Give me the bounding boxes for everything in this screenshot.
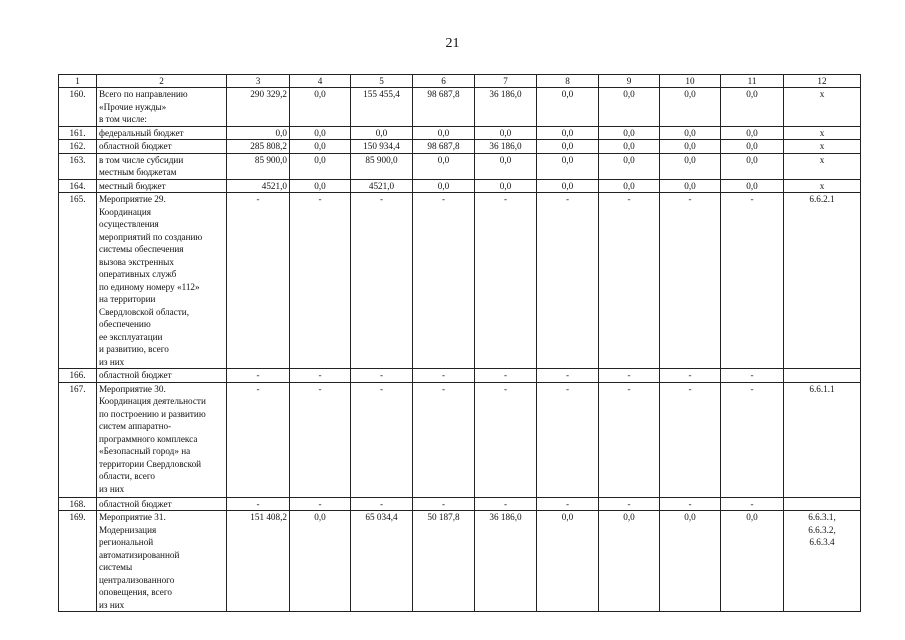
description-line: областной бюджет xyxy=(99,370,172,380)
value-cell-col10: 0,0 xyxy=(660,88,721,127)
value-cell-col4: 0,0 xyxy=(290,179,351,193)
value-cell-col6: 50 187,8 xyxy=(413,511,475,612)
column-header: 7 xyxy=(475,75,537,88)
value-cell-col3: 0,0 xyxy=(227,126,290,140)
value-cell-col8: 0,0 xyxy=(537,88,599,127)
value-cell-col7: - xyxy=(475,369,537,383)
description-line: оповещения, всего xyxy=(99,587,172,597)
column-header: 12 xyxy=(784,75,861,88)
reference-line: 6.6.1.1 xyxy=(809,383,835,394)
value-cell-col7: 0,0 xyxy=(475,126,537,140)
value-cell-col9: 0,0 xyxy=(599,126,660,140)
value-cell-col5: 0,0 xyxy=(351,126,413,140)
table-row xyxy=(59,193,861,369)
description-line: «Безопасный город» на xyxy=(99,446,191,456)
reference-line: 6.6.2.1 xyxy=(809,194,835,204)
value-cell-col5: - xyxy=(351,369,413,383)
description-line: в том числе субсидии xyxy=(99,154,184,165)
description-line: Координация деятельности xyxy=(99,396,206,406)
description-line: системы xyxy=(99,562,133,572)
table-row xyxy=(59,369,861,383)
value-cell-col5: - xyxy=(351,382,413,497)
description-line: федеральный бюджет xyxy=(99,127,184,138)
description-line: из них xyxy=(99,599,125,610)
row-description xyxy=(97,140,227,154)
value-cell-col5: 150 934,4 xyxy=(351,140,413,154)
value-cell-col4: 0,0 xyxy=(290,153,351,179)
row-description xyxy=(97,153,227,179)
row-number: 163. xyxy=(59,153,97,179)
row-description xyxy=(97,88,227,127)
value-cell-col3: - xyxy=(227,497,290,511)
description-line: в том числе: xyxy=(99,114,147,124)
value-cell-col10: 0,0 xyxy=(660,126,721,140)
value-cell-col4: 0,0 xyxy=(290,126,351,140)
value-cell-col6: 0,0 xyxy=(413,153,475,179)
description-line: автоматизированной xyxy=(99,549,180,560)
description-line: обеспечению xyxy=(99,319,151,329)
value-cell-col7: - xyxy=(475,382,537,497)
value-cell-col8: 0,0 xyxy=(537,179,599,193)
value-cell-col8: - xyxy=(537,497,599,511)
table-row xyxy=(59,511,861,612)
value-cell-col5: 85 900,0 xyxy=(351,153,413,179)
value-cell-col4: 0,0 xyxy=(290,511,351,612)
description-line: из них xyxy=(99,483,125,494)
column-header: 4 xyxy=(290,75,351,88)
reference-cell xyxy=(784,369,861,383)
value-cell-col10: - xyxy=(660,497,721,511)
value-cell-col11: 0,0 xyxy=(721,153,784,179)
row-description xyxy=(97,382,227,497)
value-cell-col6: 98 687,8 xyxy=(413,88,475,127)
description-line: вызова экстренных xyxy=(99,256,174,267)
value-cell-col4: 0,0 xyxy=(290,140,351,154)
value-cell-col10: 0,0 xyxy=(660,153,721,179)
value-cell-col11: - xyxy=(721,193,784,369)
value-cell-col8: - xyxy=(537,193,599,369)
reference-line: 6.6.3.4 xyxy=(809,537,835,547)
page-number: 21 xyxy=(445,36,460,51)
value-cell-col11: 0,0 xyxy=(721,88,784,127)
value-cell-col6: - xyxy=(413,369,475,383)
value-cell-col7: - xyxy=(475,497,537,511)
value-cell-col10: - xyxy=(660,369,721,383)
table-row xyxy=(59,140,861,154)
column-header: 6 xyxy=(413,75,475,88)
value-cell-col9: - xyxy=(599,369,660,383)
description-line: по единому номеру «112» xyxy=(99,281,200,292)
reference-cell xyxy=(784,153,861,179)
description-line: Мероприятие 29. xyxy=(99,194,166,204)
value-cell-col3: 151 408,2 xyxy=(227,511,290,612)
reference-cell xyxy=(784,179,861,193)
value-cell-col11: 0,0 xyxy=(721,179,784,193)
value-cell-col10: 0,0 xyxy=(660,511,721,612)
row-number: 166. xyxy=(59,369,97,383)
budget-table xyxy=(58,74,861,612)
table-row xyxy=(59,153,861,179)
value-cell-col11: 0,0 xyxy=(721,126,784,140)
column-header: 3 xyxy=(227,75,290,88)
value-cell-col11: - xyxy=(721,369,784,383)
value-cell-col5: 65 034,4 xyxy=(351,511,413,612)
column-header: 8 xyxy=(537,75,599,88)
column-header: 10 xyxy=(660,75,721,88)
reference-line: х xyxy=(819,180,825,191)
description-line: осуществления xyxy=(99,219,159,229)
value-cell-col3: 290 329,2 xyxy=(227,88,290,127)
reference-line: х xyxy=(819,89,825,99)
table-header-row xyxy=(59,75,861,88)
description-line: местный бюджет xyxy=(99,180,166,191)
value-cell-col5: 155 455,4 xyxy=(351,88,413,127)
value-cell-col3: - xyxy=(227,193,290,369)
row-description xyxy=(97,369,227,383)
reference-line: х xyxy=(819,127,825,138)
column-header: 1 xyxy=(59,75,97,88)
reference-cell xyxy=(784,497,861,511)
description-line: системы обеспечения xyxy=(99,244,184,254)
value-cell-col8: 0,0 xyxy=(537,140,599,154)
value-cell-col9: 0,0 xyxy=(599,88,660,127)
reference-line: 6.6.3.1, xyxy=(808,512,836,522)
column-header: 2 xyxy=(97,75,227,88)
value-cell-col5: - xyxy=(351,193,413,369)
value-cell-col7: 36 186,0 xyxy=(475,511,537,612)
reference-cell xyxy=(784,511,861,612)
description-line: территории Свердловской xyxy=(99,458,202,469)
value-cell-col6: - xyxy=(413,193,475,369)
value-cell-col3: - xyxy=(227,382,290,497)
row-number: 165. xyxy=(59,193,97,369)
table-row xyxy=(59,382,861,497)
description-line: местным бюджетам xyxy=(99,167,177,177)
value-cell-col9: - xyxy=(599,382,660,497)
value-cell-col6: 0,0 xyxy=(413,179,475,193)
reference-cell xyxy=(784,88,861,127)
value-cell-col8: 0,0 xyxy=(537,126,599,140)
reference-line: х xyxy=(819,141,825,151)
value-cell-col10: - xyxy=(660,382,721,497)
value-cell-col4: - xyxy=(290,382,351,497)
value-cell-col9: 0,0 xyxy=(599,511,660,612)
value-cell-col8: 0,0 xyxy=(537,153,599,179)
value-cell-col9: 0,0 xyxy=(599,153,660,179)
value-cell-col11: - xyxy=(721,382,784,497)
value-cell-col11: - xyxy=(721,497,784,511)
description-line: систем аппаратно- xyxy=(99,421,172,431)
row-number: 164. xyxy=(59,179,97,193)
value-cell-col3: - xyxy=(227,369,290,383)
value-cell-col9: - xyxy=(599,193,660,369)
value-cell-col10: 0,0 xyxy=(660,179,721,193)
description-line: Всего по направлению xyxy=(99,89,188,99)
row-number: 160. xyxy=(59,88,97,127)
value-cell-col6: 0,0 xyxy=(413,126,475,140)
reference-cell xyxy=(784,193,861,369)
row-number: 161. xyxy=(59,126,97,140)
description-line: ее эксплуатации xyxy=(99,331,163,342)
description-line: Координация xyxy=(99,206,151,217)
value-cell-col3: 85 900,0 xyxy=(227,153,290,179)
value-cell-col4: 0,0 xyxy=(290,88,351,127)
value-cell-col6: - xyxy=(413,497,475,511)
value-cell-col6: - xyxy=(413,382,475,497)
value-cell-col3: 4521,0 xyxy=(227,179,290,193)
value-cell-col11: 0,0 xyxy=(721,140,784,154)
value-cell-col8: 0,0 xyxy=(537,511,599,612)
value-cell-col7: - xyxy=(475,193,537,369)
description-line: областной бюджет xyxy=(99,141,172,151)
row-description xyxy=(97,126,227,140)
description-line: Мероприятие 31. xyxy=(99,512,166,522)
description-line: Свердловской области, xyxy=(99,306,189,317)
description-line: оперативных служб xyxy=(99,269,177,279)
row-number: 169. xyxy=(59,511,97,612)
description-line: программного комплекса xyxy=(99,433,198,444)
table-row xyxy=(59,88,861,127)
value-cell-col4: - xyxy=(290,497,351,511)
value-cell-col3: 285 808,2 xyxy=(227,140,290,154)
row-number: 162. xyxy=(59,140,97,154)
row-number: 168. xyxy=(59,497,97,511)
value-cell-col5: 4521,0 xyxy=(351,179,413,193)
value-cell-col4: - xyxy=(290,193,351,369)
column-header: 9 xyxy=(599,75,660,88)
description-line: и развитию, всего xyxy=(99,344,169,354)
row-description xyxy=(97,497,227,511)
description-line: области, всего xyxy=(99,471,155,481)
description-line: по построению и развитию xyxy=(99,408,206,419)
value-cell-col9: 0,0 xyxy=(599,140,660,154)
value-cell-col7: 36 186,0 xyxy=(475,140,537,154)
value-cell-col6: 98 687,8 xyxy=(413,140,475,154)
value-cell-col10: 0,0 xyxy=(660,140,721,154)
description-line: из них xyxy=(99,356,125,367)
table-row xyxy=(59,126,861,140)
value-cell-col7: 0,0 xyxy=(475,179,537,193)
reference-line: х xyxy=(819,154,825,165)
column-header: 11 xyxy=(721,75,784,88)
value-cell-col9: - xyxy=(599,497,660,511)
description-line: централизованного xyxy=(99,574,175,585)
description-line: Модернизация xyxy=(99,524,157,535)
description-line: на территории xyxy=(99,294,156,304)
row-number: 167. xyxy=(59,382,97,497)
description-line: областной бюджет xyxy=(99,498,172,509)
value-cell-col4: - xyxy=(290,369,351,383)
row-description xyxy=(97,193,227,369)
description-line: региональной xyxy=(99,537,154,547)
table-row xyxy=(59,497,861,511)
column-header: 5 xyxy=(351,75,413,88)
description-line: «Прочие нужды» xyxy=(99,101,167,112)
value-cell-col8: - xyxy=(537,382,599,497)
reference-line: 6.6.3.2, xyxy=(808,524,836,535)
row-description xyxy=(97,179,227,193)
value-cell-col5: - xyxy=(351,497,413,511)
description-line: мероприятий по созданию xyxy=(99,231,203,242)
value-cell-col11: 0,0 xyxy=(721,511,784,612)
reference-cell xyxy=(784,140,861,154)
reference-cell xyxy=(784,382,861,497)
value-cell-col9: 0,0 xyxy=(599,179,660,193)
value-cell-col10: - xyxy=(660,193,721,369)
value-cell-col8: - xyxy=(537,369,599,383)
value-cell-col7: 36 186,0 xyxy=(475,88,537,127)
row-description xyxy=(97,511,227,612)
reference-cell xyxy=(784,126,861,140)
description-line: Мероприятие 30. xyxy=(99,383,166,394)
table-row xyxy=(59,179,861,193)
value-cell-col7: 0,0 xyxy=(475,153,537,179)
